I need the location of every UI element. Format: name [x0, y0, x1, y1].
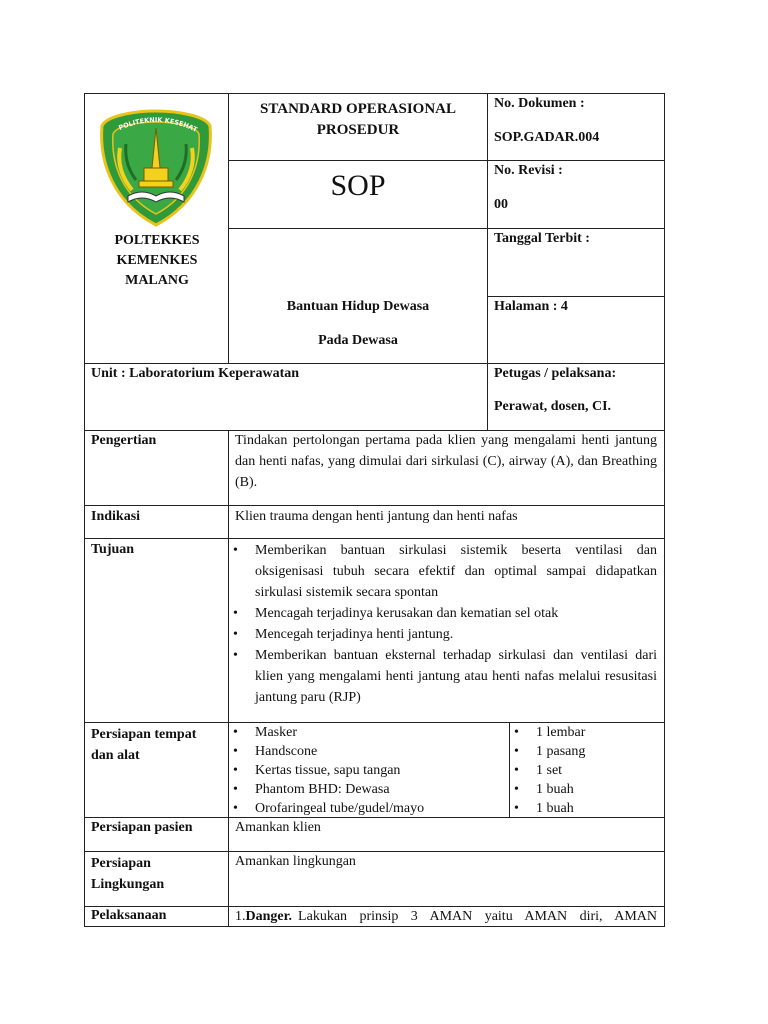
persiapan-lingkungan-text: Amankan lingkungan	[235, 854, 356, 869]
step-number: 1.	[235, 909, 246, 924]
row-label-pengertian: Pengertian	[91, 433, 157, 448]
border-h	[228, 228, 665, 229]
list-item: • 1 buah	[510, 799, 660, 818]
revision-value: 00	[494, 197, 508, 212]
row-label-persiapan-lingkungan	[91, 853, 164, 895]
row-label-indikasi: Indikasi	[91, 509, 141, 524]
procedure-title-line2: Pada Dewasa	[318, 333, 398, 348]
tujuan-list	[229, 540, 657, 708]
step-keyword: Danger.	[245, 909, 293, 924]
list-item: • Handscone	[229, 742, 507, 761]
border-h	[487, 296, 665, 297]
tools-list	[229, 723, 507, 818]
row-label-line: Persiapan	[91, 856, 151, 871]
row-label-pelaksanaan: Pelaksanaan	[91, 908, 167, 923]
quantity-list-container	[510, 723, 660, 818]
border-h	[228, 160, 665, 161]
row-label-line: dan alat	[91, 748, 140, 763]
logo-ring-text: POLITEKNIK KESEHAT	[117, 115, 199, 134]
page-label: Halaman : 4	[494, 299, 568, 314]
list-item: • Phantom BHD: Dewasa	[229, 780, 507, 799]
persiapan-pasien-text: Amankan klien	[235, 820, 321, 835]
border-h	[84, 538, 665, 539]
list-item: • Masker	[229, 723, 507, 742]
list-item: • Kertas tissue, sapu tangan	[229, 761, 507, 780]
row-label-line: Lingkungan	[91, 877, 165, 892]
list-item: • 1 lembar	[510, 723, 660, 742]
border-v	[487, 93, 488, 430]
indikasi-text: Klien trauma dengan henti jantung dan henti nafas	[235, 509, 518, 524]
border-left	[84, 93, 85, 927]
tools-list-container	[229, 723, 507, 818]
border-v	[228, 93, 229, 363]
border-bottom	[84, 926, 665, 927]
list-item: • Mencagah terjadinya kerusakan dan kematian sel otak	[229, 603, 657, 624]
poltekkes-logo	[98, 108, 214, 228]
pelaksanaan-step-1	[235, 906, 657, 926]
list-item: • Memberikan bantuan eksternal terhadap sirkulasi dan ventilasi dari klien yang mengalami henti jantung atau henti nafas melalui resusitasi jantung paru (RJP)	[229, 645, 657, 708]
procedure-title-line1: Bantuan Hidup Dewasa	[286, 299, 430, 314]
revision-label: No. Revisi :	[494, 163, 563, 178]
tujuan-list-container	[229, 540, 657, 708]
institution-name: POLTEKKES KEMENKES MALANG	[114, 233, 200, 288]
list-item: • Mencegah terjadinya henti jantung.	[229, 624, 657, 645]
step-text: Lakukan prinsip 3 AMAN yaitu AMAN diri, AMAN	[298, 909, 657, 924]
poltekkes-logo-icon	[98, 108, 214, 228]
list-item: • Orofaringeal tube/gudel/mayo	[229, 799, 507, 818]
doc-number-value: SOP.GADAR.004	[494, 130, 600, 145]
border-h	[84, 363, 665, 364]
quantity-list	[510, 723, 660, 818]
pengertian-text: Tindakan pertolongan pertama pada klien yang mengalami henti jantung dan henti nafas, yang dimulai dari sirkulasi (C), airway (A), dan Breathing (B).	[235, 433, 657, 490]
doc-number-label: No. Dokumen :	[494, 96, 585, 111]
sop-label: SOP	[330, 169, 386, 202]
officer-label: Petugas / pelaksana:	[494, 366, 617, 381]
officer-value: Perawat, dosen, CI.	[494, 399, 612, 414]
list-item: • 1 pasang	[510, 742, 660, 761]
border-top	[84, 93, 665, 94]
row-label-tujuan: Tujuan	[91, 542, 135, 557]
border-h	[84, 851, 665, 852]
document-title: STANDARD OPERASIONAL PROSEDUR	[260, 101, 456, 138]
border-right	[664, 93, 665, 927]
list-item: • Memberikan bantuan sirkulasi sistemik beserta ventilasi dan oksigenisasi tubuh secara efektif dan optimal sampai didapatkan sirkulasi sistemik secara spontan	[229, 540, 657, 603]
list-item: • 1 set	[510, 761, 660, 780]
row-label-persiapan-alat	[91, 724, 196, 766]
row-label-persiapan-pasien: Persiapan pasien	[91, 820, 193, 835]
unit-label: Unit : Laboratorium Keperawatan	[91, 366, 300, 381]
row-label-line: Persiapan tempat	[91, 727, 197, 742]
issue-date-label: Tanggal Terbit :	[494, 231, 590, 246]
list-item: • 1 buah	[510, 780, 660, 799]
